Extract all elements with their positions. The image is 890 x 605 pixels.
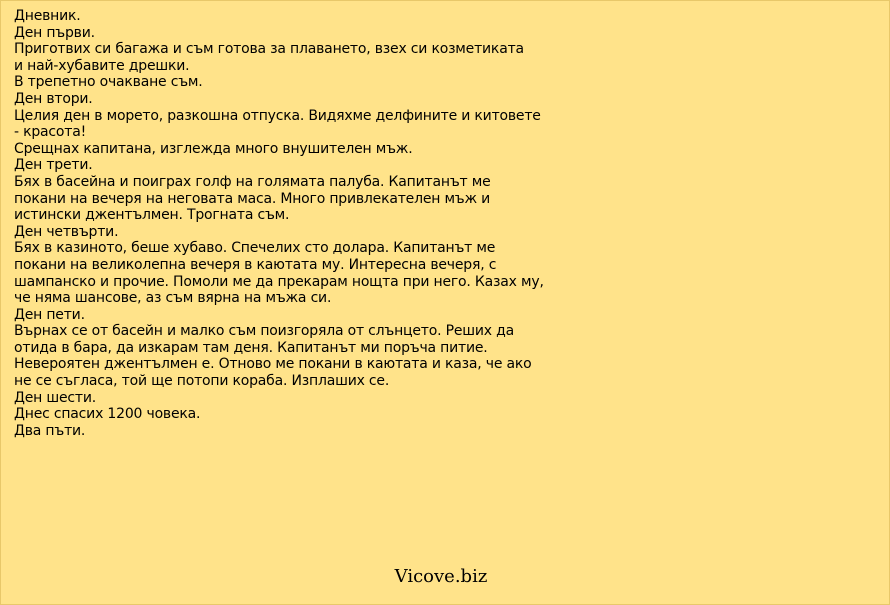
joke-line: че няма шансове, аз съм вярна на мъжа си. xyxy=(14,290,332,307)
joke-line: Дневник. xyxy=(14,8,81,24)
joke-line: отида в бара, да изкарам там деня. Капитанът ми поръча питие. xyxy=(14,339,488,356)
joke-line: истински джентълмен. Трогната съм. xyxy=(14,207,290,224)
site-footer: Vicove.biz xyxy=(394,566,488,587)
joke-text xyxy=(14,8,614,439)
joke-line: Бях в басейна и поиграх голф на голямата палуба. Капитанът ме xyxy=(14,173,491,190)
joke-line: покани на вечеря на неговата маса. Много привлекателен мъж и xyxy=(14,190,491,207)
joke-line: Приготвих си багажа и съм готова за плаването, взех си козметиката xyxy=(14,41,524,58)
joke-line: Днес спасих 1200 човека. xyxy=(14,406,201,423)
joke-line: Ден пети. xyxy=(14,306,85,323)
joke-line: - красота! xyxy=(14,124,87,141)
joke-line: Ден трети. xyxy=(14,157,93,174)
joke-line: Два пъти. xyxy=(14,422,86,439)
joke-line: Ден шести. xyxy=(14,389,96,406)
joke-line: не се съгласа, той ще потопи кораба. Изплаших се. xyxy=(14,373,390,390)
joke-line: Срещнах капитана, изглежда много внушителен мъж. xyxy=(14,140,413,157)
joke-line: и най-хубавите дрешки. xyxy=(14,57,190,74)
joke-line: В трепетно очакване съм. xyxy=(14,74,203,91)
joke-line: Невероятен джентълмен е. Отново ме покани в каютата и каза, че ако xyxy=(14,356,532,373)
joke-line: Ден първи. xyxy=(14,24,95,41)
joke-line: Ден втори. xyxy=(14,90,93,107)
joke-line: Ден четвърти. xyxy=(14,223,119,240)
joke-line: Върнах се от басейн и малко съм поизгоряла от слънцето. Реших да xyxy=(14,323,514,340)
joke-line: Целия ден в морето, разкошна отпуска. Видяхме делфините и китовете xyxy=(14,107,541,124)
joke-line: покани на великолепна вечеря в каютата му. Интересна вечеря, с xyxy=(14,256,497,273)
joke-line: шампанско и прочие. Помоли ме да прекарам нощта при него. Казах му, xyxy=(14,273,544,290)
joke-line: Бях в казиното, беше хубаво. Спечелих сто долара. Капитанът ме xyxy=(14,240,496,257)
